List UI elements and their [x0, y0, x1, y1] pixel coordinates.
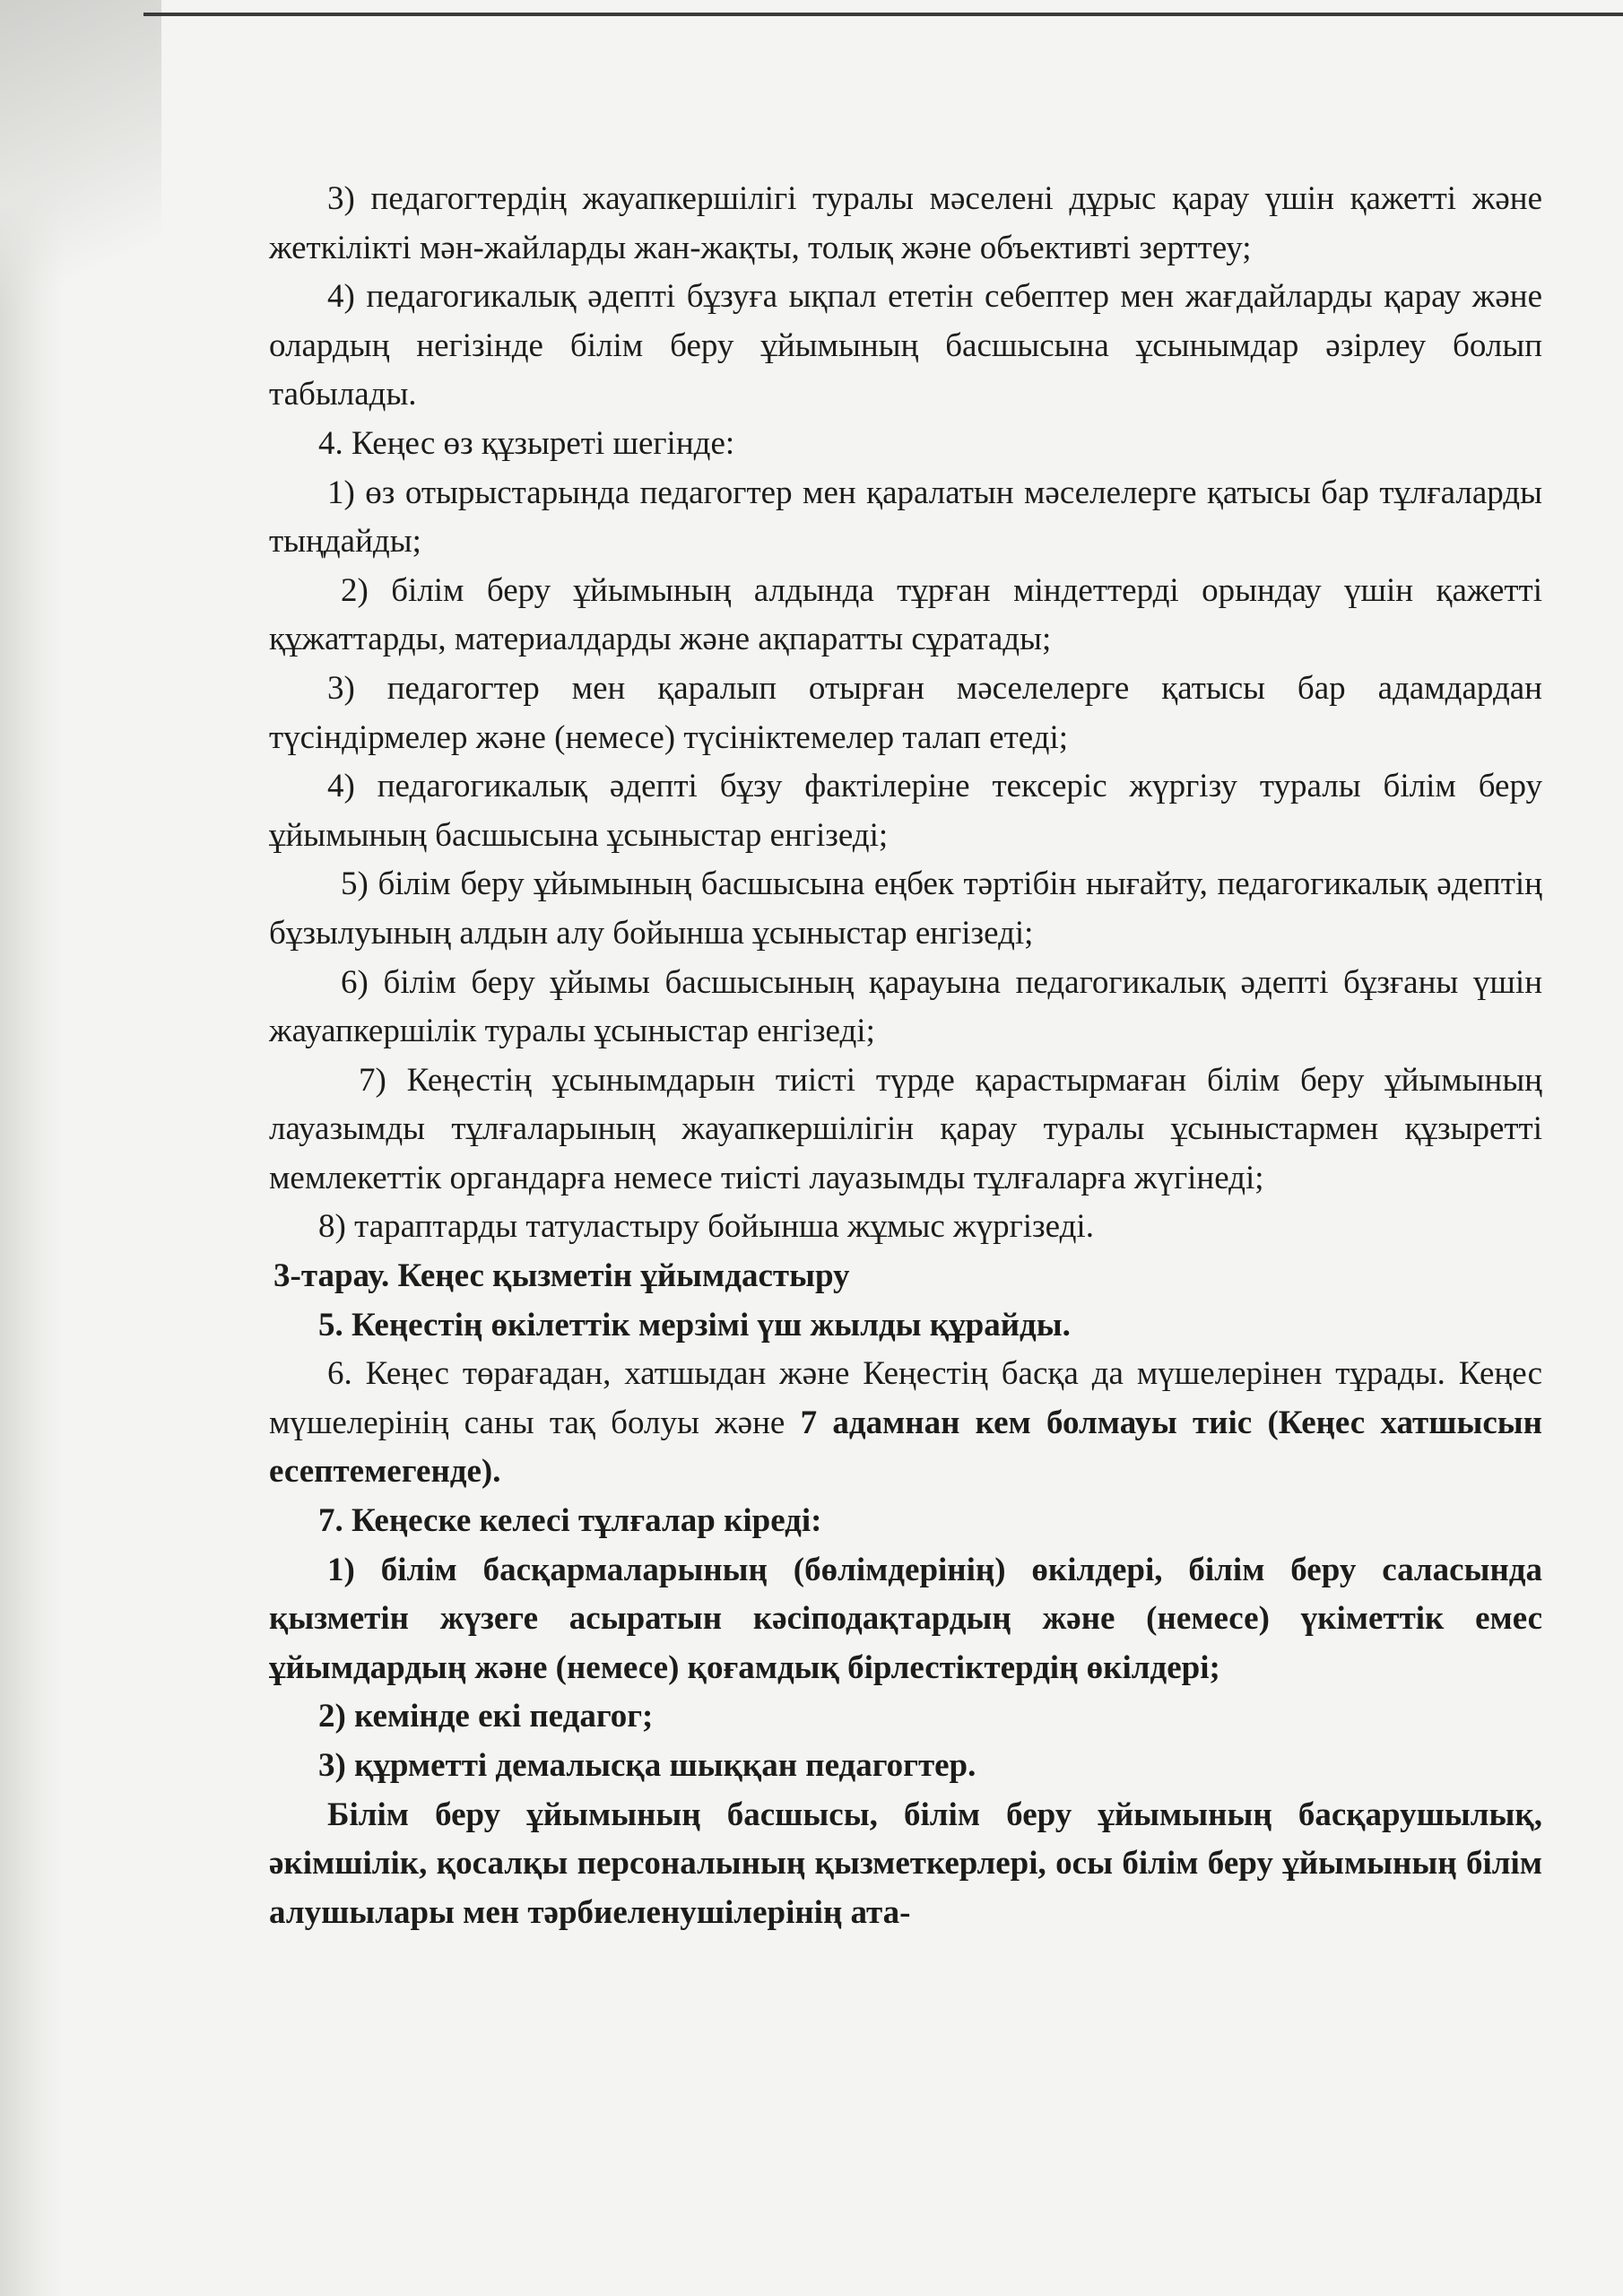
clause-6-bold: 7 адамнан кем болмауы тиіс (Кеңес хатшысын есептемегенде).	[269, 1404, 1542, 1491]
clause-7-heading: 7. Кеңеске келесі тұлғалар кіреді:	[318, 1502, 822, 1540]
clause-4-item-7: 7) Кеңестің ұсынымдарын тиісті түрде қарастырмаған білім беру ұйымының лауазымды тұлғаларының жауапкершілігін қарау туралы ұсыныстармен құзыретті мемлекеттік органдарға немесе тиісті лауазымды тұлғаларға жүгінеді;	[269, 1061, 1542, 1196]
clause-6	[269, 1350, 1542, 1497]
clause-4-item-2: 2) білім беру ұйымының алдында тұрған міндеттерді орындау үшін қажетті құжаттарды, материалдарды және ақпаратты сұратады;	[269, 571, 1542, 658]
clause-7-item-1: 1) білім басқармаларының (бөлімдерінің) өкілдері, білім беру саласында қызметін жүзеге асыратын кәсіподақтардың және (немесе) үкіметтік емес ұйымдардың және (немесе) қоғамдық бірлестіктердің өкілдері;	[269, 1551, 1542, 1686]
clause-6-plain: 6. Кеңес төрағадан, хатшыдан және Кеңестің басқа да мүшелерінен тұрады. Кеңес мүшелерінің саны тақ болуы және	[269, 1355, 1542, 1441]
scan-top-border	[143, 13, 1623, 16]
clause-7-item-3: 3) құрметті демалысқа шыққан педагогтер.	[318, 1747, 976, 1784]
clause-7-item-2: 2) кемінде екі педагог;	[318, 1698, 654, 1735]
paragraph-3: 3) педагогтердің жауапкершілігі туралы мәселені дұрыс қарау үшін қажетті және жеткілікті мән-жайларды жан-жақты, толық және объективті зерттеу;	[269, 180, 1542, 266]
clause-4-item-8: 8) тараптарды татуластыру бойынша жұмыс жүргізеді.	[318, 1208, 1094, 1246]
clause-4-item-6: 6) білім беру ұйымы басшысының қарауына педагогикалық әдепті бұзғаны үшін жауапкершілік туралы ұсыныстар енгізеді;	[269, 963, 1542, 1050]
clause-4-item-4: 4) педагогикалық әдепті бұзу фактілеріне тексеріс жүргізу туралы білім беру ұйымының басшысына ұсыныстар енгізеді;	[269, 768, 1542, 854]
clause-4-item-1: 1) өз отырыстарында педагогтер мен қаралатын мәселелерге қатысы бар тұлғаларды тыңдайды;	[269, 474, 1542, 561]
chapter-3-heading: 3-тарау. Кеңес қызметін ұйымдастыру	[273, 1257, 850, 1295]
clause-4-heading: 4. Кеңес өз құзыреті шегінде:	[318, 424, 735, 462]
closing-paragraph: Білім беру ұйымының басшысы, білім беру ұйымының басқарушылық, әкімшілік, қосалқы персоналының қызметкерлері, осы білім беру ұйымының білім алушылары мен тәрбиеленушілерінің ата-	[269, 1796, 1542, 1931]
clause-4-item-3: 3) педагогтер мен қаралып отырған мәселелерге қатысы бар адамдардан түсіндірмелер және (немесе) түсініктемелер талап етеді;	[269, 669, 1542, 756]
document-page	[269, 175, 1542, 1937]
clause-5: 5. Кеңестің өкілеттік мерзімі үш жылды құрайды.	[318, 1306, 1071, 1344]
paragraph-4: 4) педагогикалық әдепті бұзуға ықпал ететін себептер мен жағдайларды қарау және олардың негізінде білім беру ұйымының басшысына ұсынымдар әзірлеу болып табылады.	[269, 278, 1542, 413]
scan-folded-corner	[0, 0, 161, 377]
clause-4-item-5: 5) білім беру ұйымының басшысына еңбек тәртібін нығайту, педагогикалық әдептің бұзылуының алдын алу бойынша ұсыныстар енгізеді;	[269, 865, 1542, 952]
